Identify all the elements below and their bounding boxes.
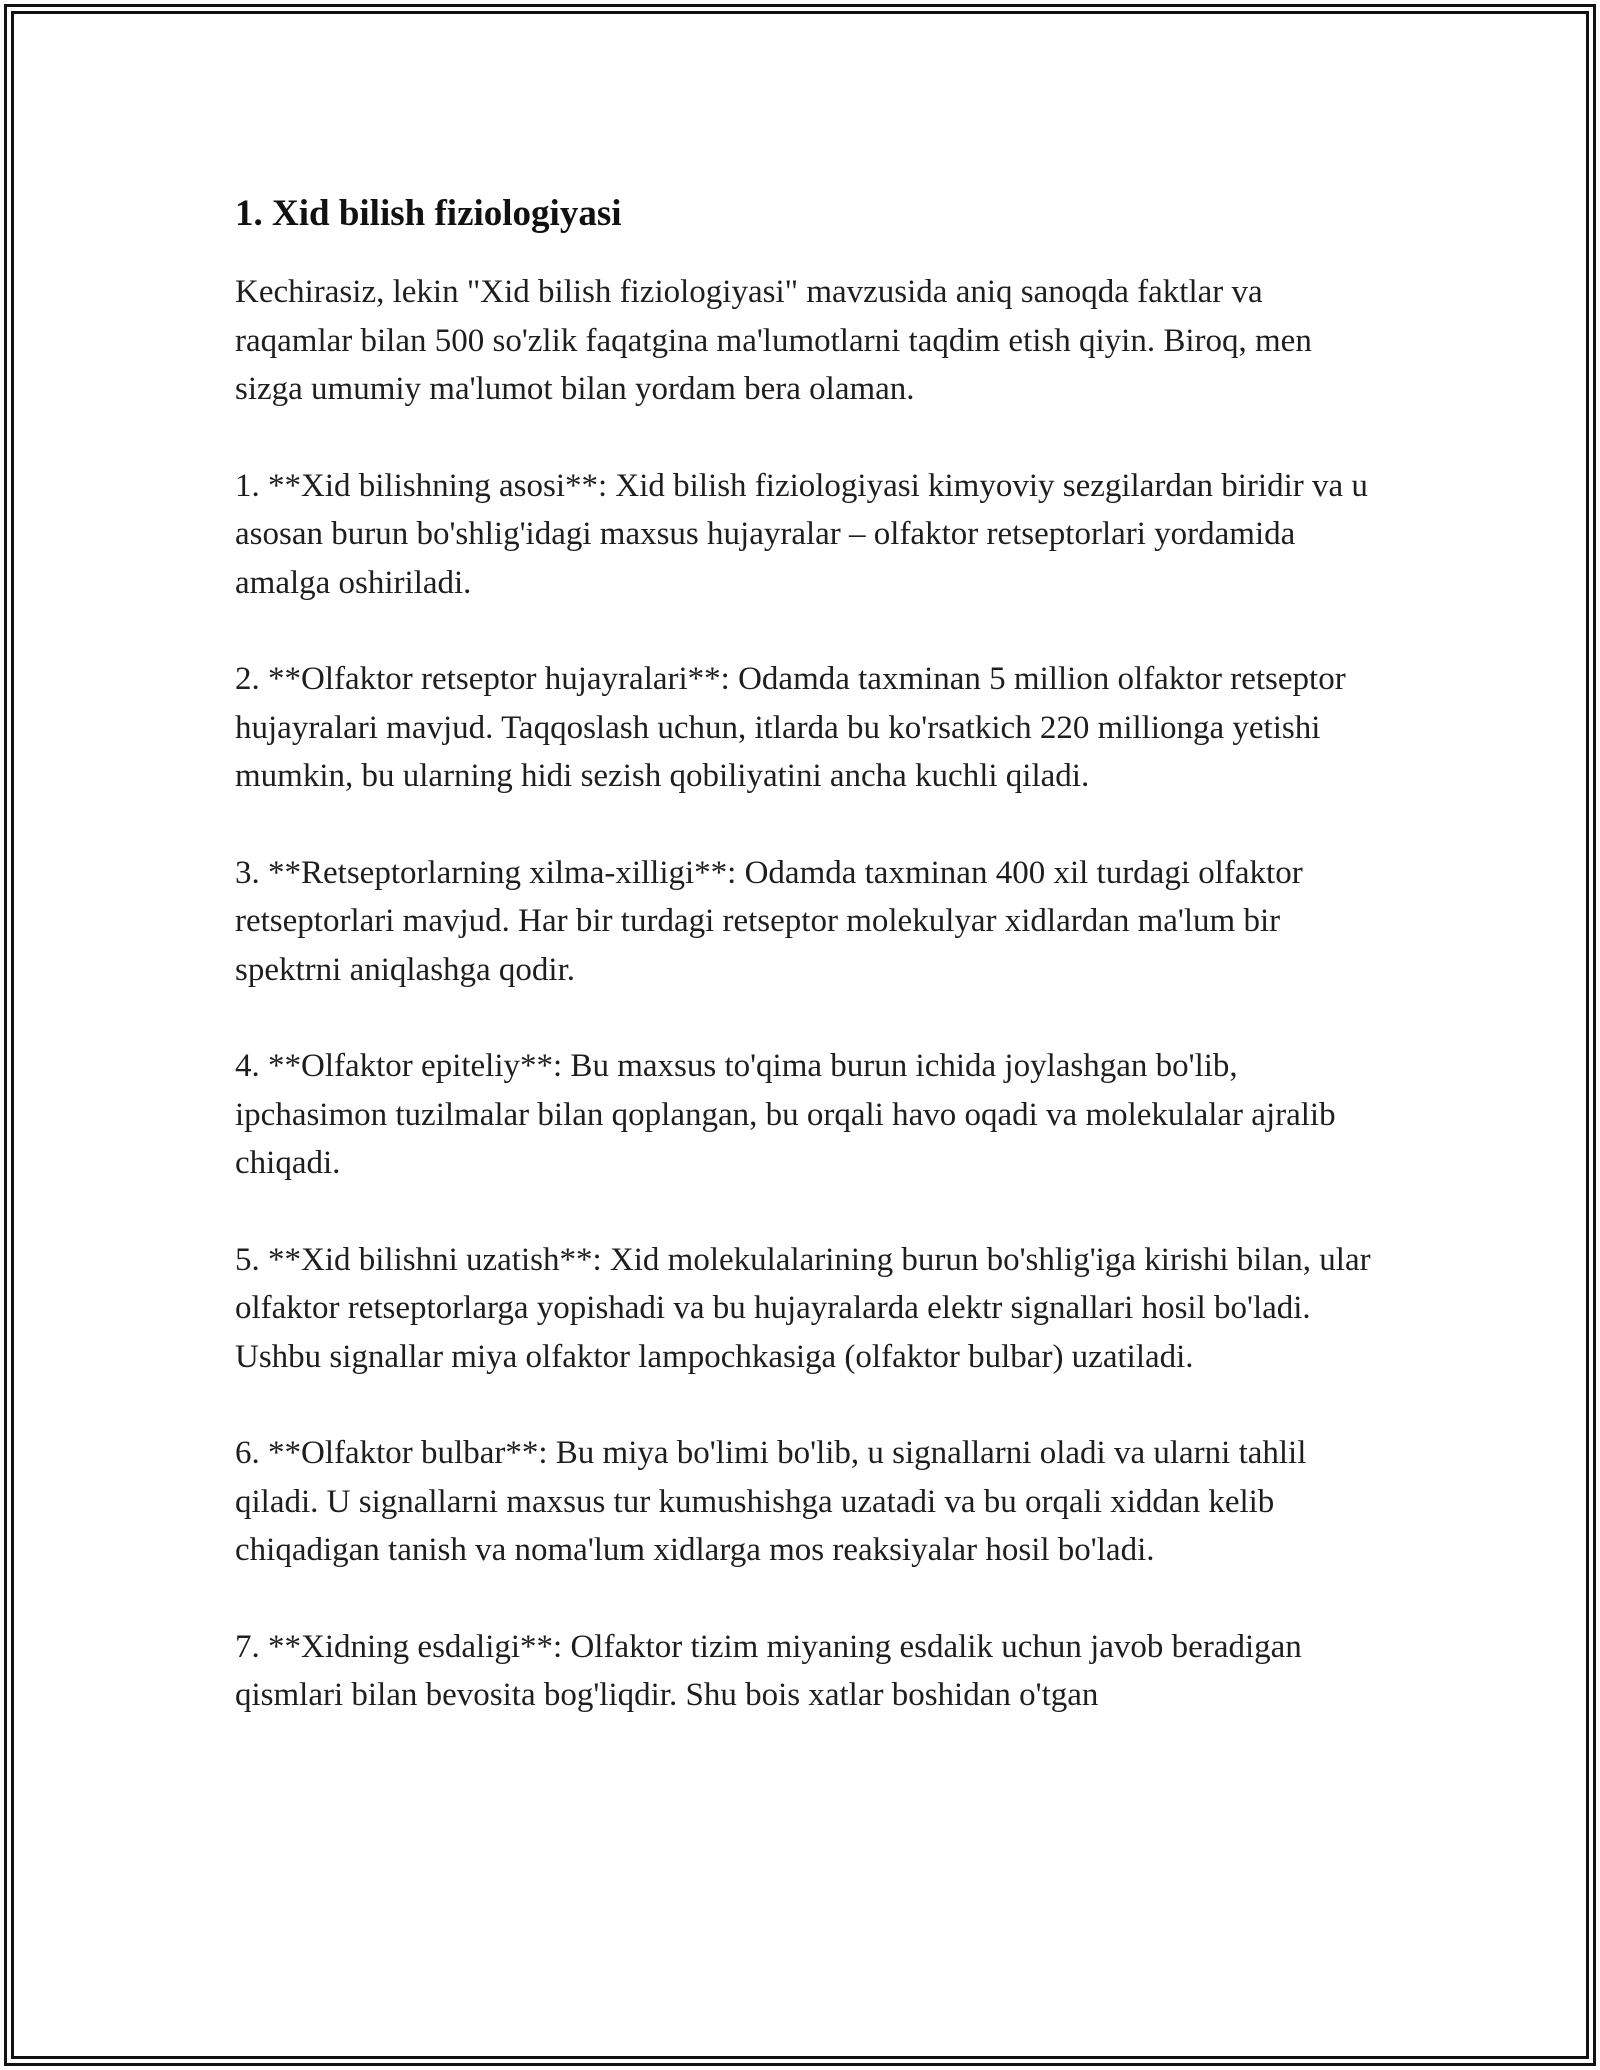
list-item-1: 1. **Xid bilishning asosi**: Xid bilish fiziologiyasi kimyoviy sezgilardan biridir va u asosan burun bo'shlig'idagi maxsus hujayralar – olfaktor retseptorlari yordamida amalga oshiriladi. xyxy=(235,467,1368,601)
list-item-5: 5. **Xid bilishni uzatish**: Xid molekulalarining burun bo'shlig'iga kirishi bilan, ular olfaktor retseptorlarga yopishadi va bu hujayralarda elektr signallari hosil bo'ladi. Ushbu signallar miya olfaktor lampochkasiga (olfaktor bulbar) uzatiladi. xyxy=(235,1241,1371,1375)
list-item-3: 3. **Retseptorlarning xilma-xilligi**: Odamda taxminan 400 xil turdagi olfaktor retseptorlari mavjud. Har bir turdagi retseptor molekulyar xidlardan ma'lum bir spektrni aniqlashga qodir. xyxy=(235,854,1303,988)
document-title: 1. Xid bilish fiziologiyasi xyxy=(235,193,622,234)
list-item-6: 6. **Olfaktor bulbar**: Bu miya bo'limi bo'lib, u signallarni oladi va ularni tahlil qiladi. U signallarni maxsus tur kumushishga uzatadi va bu orqali xiddan kelib chiqadigan tanish va noma'lum xidlarga mos reaksiyalar hosil bo'ladi. xyxy=(235,1435,1307,1568)
document-body xyxy=(235,188,1375,1720)
intro-paragraph: Kechirasiz, lekin "Xid bilish fiziologiyasi" mavzusida aniq sanoqda faktlar va raqamlar bilan 500 so'zlik faqatgina ma'lumotlarni taqdim etish qiyin. Biroq, men sizga umumiy ma'lumot bilan yordam bera olaman. xyxy=(235,274,1312,407)
list-item-4: 4. **Olfaktor epiteliy**: Bu maxsus to'qima burun ichida joylashgan bo'lib, ipchasimon tuzilmalar bilan qoplangan, bu orqali havo oqadi va molekulalar ajralib chiqadi. xyxy=(235,1048,1336,1181)
list-item-7: 7. **Xidning esdaligi**: Olfaktor tizim miyaning esdalik uchun javob beradigan qismlari bilan bevosita bog'liqdir. Shu bois xatlar boshidan o'tgan xyxy=(235,1628,1302,1713)
list-item-2: 2. **Olfaktor retseptor hujayralari**: Odamda taxminan 5 million olfaktor retseptor hujayralari mavjud. Taqqoslash uchun, itlarda bu ko'rsatkich 220 millionga yetishi mumkin, bu ularning hidi sezish qobiliyatini ancha kuchli qiladi. xyxy=(235,661,1346,794)
